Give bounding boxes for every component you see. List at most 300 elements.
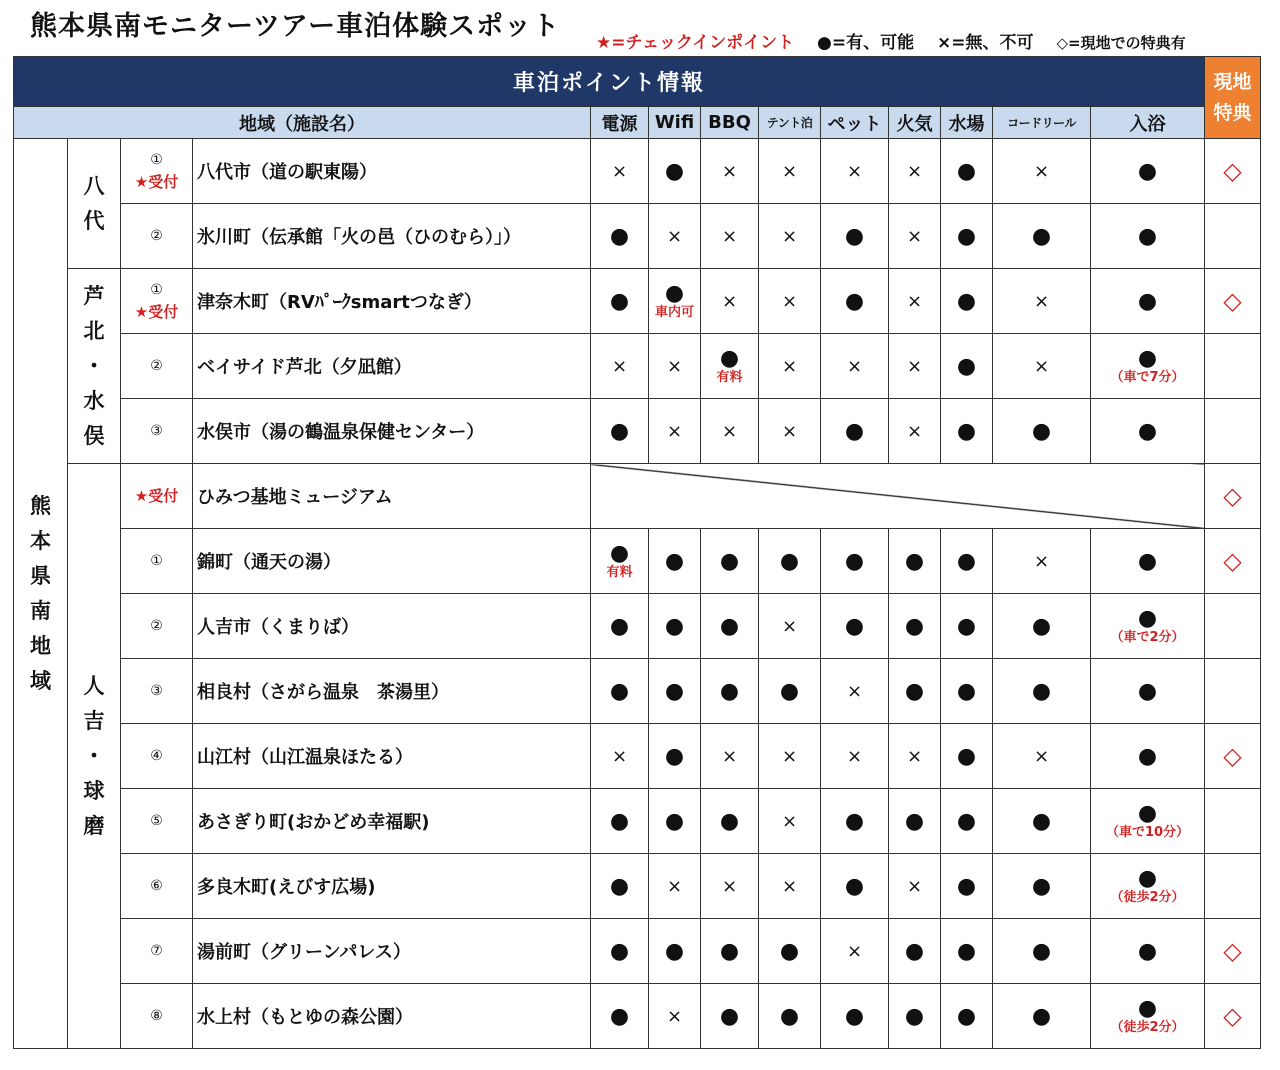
row-number: ⑤ [150, 813, 163, 829]
facility-name: 水上村（もとゆの森公園） [193, 984, 591, 1049]
amenity-cell [821, 529, 889, 594]
amenity-cell [993, 529, 1091, 594]
unavailable-mark: × [666, 356, 683, 377]
amenity-cell [941, 789, 993, 854]
amenity-cell [941, 334, 993, 399]
amenity-cell [889, 204, 941, 269]
amenity-cell [1091, 984, 1205, 1049]
available-mark: ● [609, 223, 630, 249]
unavailable-mark: × [906, 356, 923, 377]
amenity-cell [649, 919, 701, 984]
available-mark: ● [956, 158, 977, 184]
available-mark: ● [779, 938, 800, 964]
bonus-diamond-icon: ◇ [1223, 287, 1242, 315]
bonus-diamond-icon: ◇ [1223, 937, 1242, 965]
available-mark: ● [956, 223, 977, 249]
no-data-cell [591, 464, 1205, 529]
col-header-pet: ペット [821, 107, 889, 139]
available-mark: ● [844, 288, 865, 314]
amenity-cell [759, 659, 821, 724]
row-number-cell [121, 269, 193, 334]
bonus-cell [1205, 399, 1261, 464]
amenity-cell [941, 529, 993, 594]
unavailable-mark: × [846, 161, 863, 182]
amenity-cell [821, 334, 889, 399]
unavailable-mark: × [906, 876, 923, 897]
facility-name: 氷川町（伝承館「火の邑（ひのむら）」） [193, 204, 591, 269]
amenity-cell [649, 854, 701, 919]
table-row [14, 139, 1261, 204]
table-row [14, 334, 1261, 399]
table-row [14, 399, 1261, 464]
amenity-cell [649, 529, 701, 594]
checkin-star: ★受付 [134, 487, 179, 505]
amenity-cell [759, 789, 821, 854]
unavailable-mark: × [906, 421, 923, 442]
amenity-cell [993, 724, 1091, 789]
unavailable-mark: × [611, 356, 628, 377]
legend-star: ★=チェックインポイント [596, 33, 795, 53]
available-mark: ● [719, 1003, 740, 1029]
available-mark: ● [956, 418, 977, 444]
row-number: ② [150, 228, 163, 244]
available-mark: ● [956, 613, 977, 639]
table-row [14, 789, 1261, 854]
row-number-cell [121, 724, 193, 789]
amenity-cell [591, 594, 649, 659]
available-mark: ● [956, 1003, 977, 1029]
unavailable-mark: × [611, 746, 628, 767]
amenity-note: 有料 [606, 564, 633, 580]
available-mark: ● [956, 938, 977, 964]
available-mark: ● [904, 678, 925, 704]
unavailable-mark: × [781, 811, 798, 832]
available-mark: ● [719, 613, 740, 639]
facility-name: 錦町（通天の湯） [193, 529, 591, 594]
amenity-note: 有料 [716, 369, 743, 385]
facility-name: 八代市（道の駅東陽） [193, 139, 591, 204]
amenity-cell [591, 269, 649, 334]
available-mark: ● [956, 808, 977, 834]
row-number: ② [150, 358, 163, 374]
amenity-cell [1091, 724, 1205, 789]
amenity-cell [941, 269, 993, 334]
unavailable-mark: × [906, 291, 923, 312]
available-mark: ● [779, 1003, 800, 1029]
amenity-cell [759, 594, 821, 659]
amenity-cell [1091, 594, 1205, 659]
available-mark: ● [609, 540, 630, 566]
amenity-cell [759, 269, 821, 334]
amenity-cell [701, 789, 759, 854]
unavailable-mark: × [1033, 356, 1050, 377]
amenity-cell [759, 984, 821, 1049]
available-mark: ● [956, 548, 977, 574]
amenity-cell [889, 399, 941, 464]
amenity-cell [993, 139, 1091, 204]
area-label: 八 代 [68, 139, 121, 269]
amenity-cell [993, 399, 1091, 464]
unavailable-mark: × [666, 421, 683, 442]
table-row [14, 464, 1261, 529]
row-number-cell [121, 399, 193, 464]
available-mark: ● [1031, 873, 1052, 899]
amenity-cell [993, 854, 1091, 919]
row-number-cell [121, 139, 193, 204]
unavailable-mark: × [781, 746, 798, 767]
amenity-cell [889, 594, 941, 659]
amenity-cell [759, 724, 821, 789]
amenity-cell [889, 854, 941, 919]
amenity-cell [1091, 659, 1205, 724]
row-number: ② [150, 618, 163, 634]
available-mark: ● [1137, 743, 1158, 769]
page-title: 熊本県南モニターツアー車泊体験スポット [30, 11, 561, 42]
amenity-note: （車で7分） [1110, 369, 1185, 385]
checkin-star: ★受付 [134, 173, 179, 191]
col-header-bbq: BBQ [701, 107, 759, 139]
available-mark: ● [609, 418, 630, 444]
unavailable-mark: × [781, 876, 798, 897]
amenity-cell [889, 529, 941, 594]
row-number: ① [150, 152, 163, 168]
unavailable-mark: × [1033, 746, 1050, 767]
amenity-cell [591, 139, 649, 204]
available-mark: ● [664, 548, 685, 574]
row-number: ⑧ [150, 1008, 163, 1024]
bonus-diamond-icon: ◇ [1223, 547, 1242, 575]
amenity-cell [649, 399, 701, 464]
available-mark: ● [1137, 418, 1158, 444]
available-mark: ● [1031, 418, 1052, 444]
bonus-diamond-icon: ◇ [1223, 1002, 1242, 1030]
car-camping-table [13, 56, 1261, 1049]
amenity-cell [649, 724, 701, 789]
header-tokuten: 現地特典 [1205, 57, 1261, 139]
col-header-bath: 入浴 [1091, 107, 1205, 139]
amenity-cell [759, 204, 821, 269]
header-sub-row [14, 107, 1261, 139]
facility-name: 人吉市（くまりば） [193, 594, 591, 659]
col-header-tent: テント泊 [759, 107, 821, 139]
bonus-cell [1205, 464, 1261, 529]
available-mark: ● [1137, 678, 1158, 704]
bonus-cell [1205, 594, 1261, 659]
amenity-cell [701, 269, 759, 334]
row-number-cell [121, 529, 193, 594]
unavailable-mark: × [781, 161, 798, 182]
row-number: ③ [150, 683, 163, 699]
amenity-cell [993, 269, 1091, 334]
legend-bonus: ◇=現地での特典有 [1056, 34, 1186, 52]
row-number: ⑥ [150, 878, 163, 894]
amenity-cell [889, 334, 941, 399]
available-mark: ● [609, 613, 630, 639]
amenity-cell [993, 334, 1091, 399]
col-header-fire: 火気 [889, 107, 941, 139]
row-number-cell [121, 854, 193, 919]
col-header-power: 電源 [591, 107, 649, 139]
row-number-cell [121, 334, 193, 399]
available-mark: ● [719, 548, 740, 574]
unavailable-mark: × [906, 746, 923, 767]
legend-available: ●=有、可能 [817, 33, 915, 53]
amenity-cell [1091, 529, 1205, 594]
available-mark: ● [1031, 613, 1052, 639]
bonus-cell [1205, 919, 1261, 984]
available-mark: ● [1137, 548, 1158, 574]
checkin-star: ★受付 [134, 303, 179, 321]
available-mark: ● [719, 808, 740, 834]
amenity-cell [889, 919, 941, 984]
available-mark: ● [844, 1003, 865, 1029]
facility-name: 山江村（山江温泉ほたる） [193, 724, 591, 789]
table-row [14, 659, 1261, 724]
header-main: 車泊ポイント情報 [14, 57, 1205, 107]
table-row [14, 269, 1261, 334]
amenity-cell [701, 334, 759, 399]
amenity-cell [701, 594, 759, 659]
unavailable-mark: × [781, 356, 798, 377]
available-mark: ● [609, 873, 630, 899]
row-number-cell [121, 919, 193, 984]
amenity-cell [993, 659, 1091, 724]
available-mark: ● [956, 353, 977, 379]
amenity-cell [591, 919, 649, 984]
row-number-cell [121, 659, 193, 724]
amenity-cell [941, 139, 993, 204]
amenity-cell [701, 204, 759, 269]
available-mark: ● [664, 743, 685, 769]
amenity-cell [821, 789, 889, 854]
row-number-cell [121, 594, 193, 659]
table-row [14, 919, 1261, 984]
amenity-note: 車内可 [654, 304, 694, 320]
table-row [14, 984, 1261, 1049]
available-mark: ● [719, 938, 740, 964]
amenity-cell [759, 139, 821, 204]
row-number-cell [121, 789, 193, 854]
unavailable-mark: × [906, 161, 923, 182]
amenity-note: （徒歩2分） [1110, 889, 1185, 905]
table-row [14, 529, 1261, 594]
unavailable-mark: × [781, 226, 798, 247]
facility-name: ベイサイド芦北（夕凪館） [193, 334, 591, 399]
header-main-row [14, 57, 1261, 107]
facility-name: 津奈木町（RVﾊﾟｰｸsmartつなぎ） [193, 269, 591, 334]
bonus-cell [1205, 269, 1261, 334]
amenity-cell [821, 659, 889, 724]
amenity-cell [889, 659, 941, 724]
unavailable-mark: × [1033, 551, 1050, 572]
amenity-cell [993, 984, 1091, 1049]
unavailable-mark: × [611, 161, 628, 182]
facility-name: あさぎり町(おかどめ幸福駅) [193, 789, 591, 854]
amenity-cell [993, 594, 1091, 659]
amenity-cell [941, 659, 993, 724]
amenity-cell [889, 139, 941, 204]
col-header-wifi: Wifi [649, 107, 701, 139]
available-mark: ● [609, 1003, 630, 1029]
amenity-cell [993, 204, 1091, 269]
amenity-cell [1091, 334, 1205, 399]
available-mark: ● [779, 548, 800, 574]
amenity-cell [649, 139, 701, 204]
col-header-cord-reel: コードリール [993, 107, 1091, 139]
row-number-cell [121, 464, 193, 529]
amenity-cell [821, 204, 889, 269]
amenity-cell [759, 399, 821, 464]
amenity-cell [701, 399, 759, 464]
bonus-cell [1205, 984, 1261, 1049]
bonus-diamond-icon: ◇ [1223, 157, 1242, 185]
table-row [14, 594, 1261, 659]
available-mark: ● [1137, 938, 1158, 964]
bonus-diamond-icon: ◇ [1223, 742, 1242, 770]
available-mark: ● [609, 678, 630, 704]
legend [596, 28, 1203, 53]
area-label: 芦 北 ・ 水 俣 [68, 269, 121, 464]
facility-name: ひみつ基地ミュージアム [193, 464, 591, 529]
available-mark: ● [904, 808, 925, 834]
amenity-cell [591, 789, 649, 854]
amenity-cell [1091, 854, 1205, 919]
bonus-cell [1205, 334, 1261, 399]
facility-name: 相良村（さがら温泉 茶湯里） [193, 659, 591, 724]
available-mark: ● [844, 418, 865, 444]
bonus-cell [1205, 854, 1261, 919]
available-mark: ● [956, 288, 977, 314]
col-header-water: 水場 [941, 107, 993, 139]
amenity-cell [941, 919, 993, 984]
amenity-cell [759, 334, 821, 399]
unavailable-mark: × [721, 876, 738, 897]
amenity-cell [591, 724, 649, 789]
amenity-cell [701, 139, 759, 204]
unavailable-mark: × [781, 421, 798, 442]
bonus-diamond-icon: ◇ [1223, 482, 1242, 510]
amenity-cell [591, 659, 649, 724]
amenity-cell [649, 789, 701, 854]
amenity-cell [701, 529, 759, 594]
amenity-cell [993, 919, 1091, 984]
area-label: 人 吉 ・ 球 磨 [68, 464, 121, 1049]
amenity-cell [591, 854, 649, 919]
bonus-cell [1205, 204, 1261, 269]
table-row [14, 854, 1261, 919]
amenity-cell [591, 204, 649, 269]
table-row [14, 724, 1261, 789]
amenity-cell [821, 724, 889, 789]
amenity-cell [1091, 139, 1205, 204]
row-number-cell [121, 204, 193, 269]
amenity-cell [649, 334, 701, 399]
bonus-cell [1205, 724, 1261, 789]
amenity-cell [1091, 204, 1205, 269]
available-mark: ● [844, 613, 865, 639]
amenity-cell [591, 529, 649, 594]
row-number: ④ [150, 748, 163, 764]
unavailable-mark: × [721, 161, 738, 182]
available-mark: ● [1137, 223, 1158, 249]
available-mark: ● [1137, 288, 1158, 314]
available-mark: ● [1137, 158, 1158, 184]
available-mark: ● [1031, 808, 1052, 834]
row-number-cell [121, 984, 193, 1049]
available-mark: ● [956, 678, 977, 704]
amenity-note: （徒歩2分） [1110, 1019, 1185, 1035]
amenity-cell [591, 984, 649, 1049]
amenity-cell [701, 919, 759, 984]
amenity-cell [701, 724, 759, 789]
available-mark: ● [1137, 995, 1158, 1021]
available-mark: ● [664, 613, 685, 639]
amenity-cell [821, 269, 889, 334]
available-mark: ● [1031, 223, 1052, 249]
unavailable-mark: × [846, 941, 863, 962]
available-mark: ● [904, 548, 925, 574]
amenity-note: （車で2分） [1110, 629, 1185, 645]
header-area: 地域（施設名） [14, 107, 591, 139]
unavailable-mark: × [781, 291, 798, 312]
amenity-cell [993, 789, 1091, 854]
available-mark: ● [1031, 1003, 1052, 1029]
available-mark: ● [844, 873, 865, 899]
amenity-cell [941, 594, 993, 659]
available-mark: ● [904, 1003, 925, 1029]
unavailable-mark: × [846, 746, 863, 767]
unavailable-mark: × [846, 356, 863, 377]
available-mark: ● [1137, 865, 1158, 891]
amenity-cell [889, 724, 941, 789]
amenity-cell [821, 854, 889, 919]
available-mark: ● [779, 678, 800, 704]
amenity-cell [759, 919, 821, 984]
unavailable-mark: × [666, 226, 683, 247]
unavailable-mark: × [1033, 291, 1050, 312]
available-mark: ● [904, 613, 925, 639]
amenity-cell [649, 269, 701, 334]
legend-unavailable: ×=無、不可 [937, 33, 1034, 53]
unavailable-mark: × [906, 226, 923, 247]
available-mark: ● [664, 280, 685, 306]
bonus-cell [1205, 529, 1261, 594]
available-mark: ● [956, 743, 977, 769]
unavailable-mark: × [1033, 161, 1050, 182]
available-mark: ● [664, 808, 685, 834]
amenity-cell [759, 854, 821, 919]
amenity-cell [821, 139, 889, 204]
unavailable-mark: × [781, 616, 798, 637]
amenity-cell [701, 659, 759, 724]
row-number: ③ [150, 423, 163, 439]
amenity-cell [821, 399, 889, 464]
amenity-cell [759, 529, 821, 594]
facility-name: 水俣市（湯の鶴温泉保健センター） [193, 399, 591, 464]
amenity-cell [889, 984, 941, 1049]
amenity-cell [1091, 919, 1205, 984]
amenity-cell [1091, 789, 1205, 854]
amenity-cell [701, 984, 759, 1049]
available-mark: ● [1137, 605, 1158, 631]
amenity-cell [941, 204, 993, 269]
table-row [14, 204, 1261, 269]
available-mark: ● [664, 158, 685, 184]
amenity-cell [1091, 399, 1205, 464]
available-mark: ● [1031, 678, 1052, 704]
facility-name: 多良木町(えびす広場) [193, 854, 591, 919]
available-mark: ● [1137, 800, 1158, 826]
